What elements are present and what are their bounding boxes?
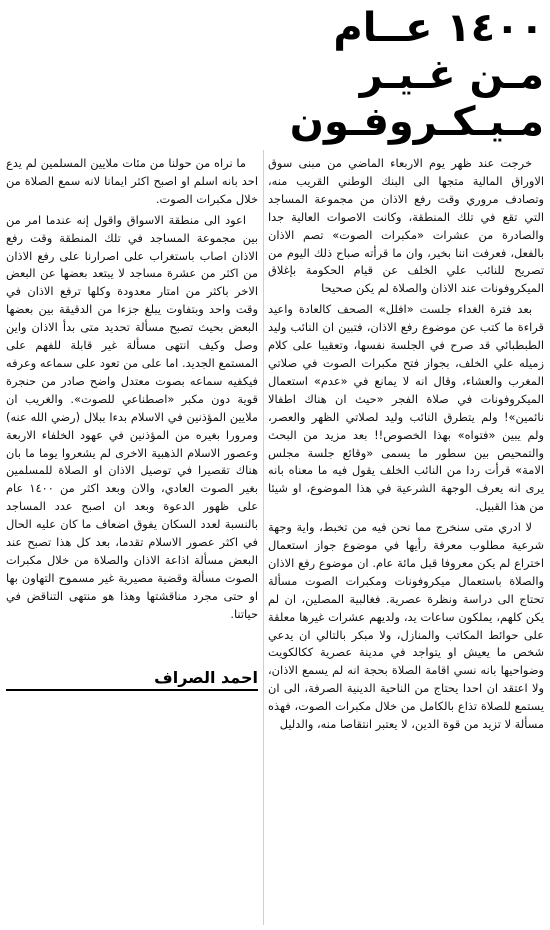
article-paragraph: اعود الى منطقة الاسواق واقول إنه عندما امر من بين مجموعة المساجد في تلك المنطقة وقت رفع الاذان اصاب باستغراب على اصرارنا على رفع الاذان من اكثر من عشرة مساجد لا يبتعد بعضها عن البعض الاخر باكثر من امتار معدودة وكلها ترفع الاذان في وقت واحد وبتفاوت يبلغ جزءا من الدقيقة بين بعضها البعض بحيث تصبح مسألة تحديد متى بدأ الاذان واين وصل وكيف انتهى مسألة غير قابلة للفهم على المستمع الجديد. اما على من تعود على سماعه وعرفه فيكفيه سماعه بصوت معتدل واضح صادر من حنجرة قوية دون مكبر «اصطناعي للصوت». والغريب ان ملايين المؤذنين في الاسلام بدءا ببلال (رضي الله عنه) ومرورا بغيره من المؤذنين في عهود الخلفاء الاربعة وعصور الاسلام الذهبية الاخرى لم يشعروا يوما ما بان هناك تقصيرا في توصيل الاذان او الصلاة للمسلمين بغير الصوت العادي، والان وبعد اكثر من ١٤٠٠ عام على ظهور الدعوة وبعد ان اصبح عدد المساجد بالنسبة لعدد السكان يفوق اضعاف ما كان عليه الحال في اكثر عصور الاسلام تقدما، بعد كل هذا تصبح عند البعض مسألة اذاعة الاذان والصلاة من خلال مكبرات الصوت مسألة وقضية مصيرية غير مسموح التهاون بها او حتى مجرد مناقشتها وهذا هو منتهى التناقض في حياتنا. <box>6 212 258 621</box>
headline-line-2: مـن غـيـر <box>359 52 544 98</box>
article-paragraph: لا ادري متى سنخرج مما نحن فيه من تخبط، واية وجهة شرعية مطلوب معرفة رأيها في موضوع جواز استعمال اختراع لم يكن معروفا قبل مائة عام. ان موضوع رفع الاذان والصلاة باستعمال ميكروفونات ومكبرات الصوت مسألة تحتاج الى دراسة ونظرة عصرية. فغالبية المصلين، ان لم يكن كلهم، يملكون ساعات يد، ولديهم عشرات غيرها معلقة على حوائط المكاتب والمنازل، ولا مبكر بالتالي ان يدعي شخص ما يعيش او يتواجد في مدينة عصرية ككالكويت وضواحيها بانه نسي اقامة الصلاة بحجة انه لم يسمع الاذان، ولا اعتقد ان احدا يحتاج من الناحية الدينية الصرفة، الى ان يستمع للصلاة تذاع بالكامل من خلال مكبرات الصوت، فهذه مسألة لا تزيد من قوة الدين، لا يعتبر انتقاصا منه، والدليل <box>268 520 544 732</box>
headline-line-3: مـيـكـروفـون <box>289 99 544 145</box>
article-paragraph: خرجت عند ظهر يوم الاربعاء الماضي من مبنى سوق الاوراق المالية متجها الى البنك الوطني القريب منه، وتصادف مروري وقت رفع الاذان من مجموعة المساجد التي تقع في تلك المنطقة، وكانت الاصوات العالية جدا والصادرة من عشرات «مكبرات الصوت» تصم الاذان بالفعل، فعرفت اننا بخير، وان ما قرأته صباح ذلك اليوم من تصريح للنائب علي الخلف عن قيام الحكومة بإغلاق الميكروفونات عند الاذان والصلاة لم يكن صحيحا <box>268 156 544 296</box>
headline <box>268 6 544 144</box>
article-column-left <box>6 155 258 795</box>
article-paragraph: ما نراه من حولنا من مئات ملايين المسلمين لم يدع احد بانه اسلم او اصبح اكثر ايمانا لانه سمع الصلاة من خلال مكبرات الصوت. <box>6 156 258 206</box>
article-column-right <box>268 155 544 925</box>
headline-line-1: ١٤٠٠ عــام <box>333 5 544 51</box>
article-paragraph: بعد فترة الغداء جلست «افلل» الصحف كالعادة واعيد قراءة ما كتب عن موضوع رفع الاذان، فتبين ان النائب وليد الطبطبائي قد صرح في الجلسة نفسها، وتعقيبا على كلام زميله علي الخلف، بجواز فتح مكبرات الصوت في صلاتي المغرب والعشاء، وقال انه لا يمانع في «عدم» استعمال الميكروفونات في صلاة الفجر «حيث ان هناك اطفالا نائمين»! ولم يتطرق النائب وليد لصلاتي الظهر والعصر، ولم يبين «فتواه» بهذا الخصوص!! بعد مزيد من البحث والتمحيص بين سطور ما يسمى «وقائع جلسة مجلس الامة» قرأت ردا من النائب الخلف يقول فيه ما معناه بانه يرى انه يعرف الوجهة الشرعية في هذا الموضوع، او شيئا من هذا القبيل. <box>268 302 544 514</box>
author-signature: احمد الصراف <box>6 668 258 691</box>
column-divider <box>263 150 264 925</box>
